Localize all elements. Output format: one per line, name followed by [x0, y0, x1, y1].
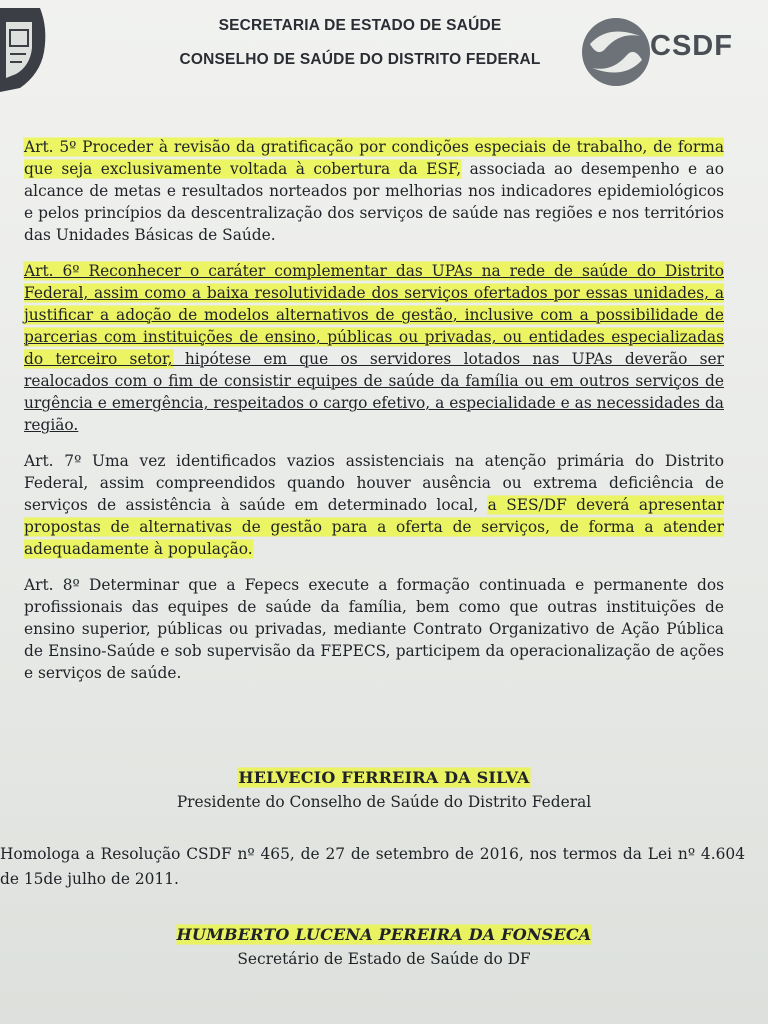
header-conselho: CONSELHO DE SAÚDE DO DISTRITO FEDERAL [179, 51, 541, 68]
article-5-text: associada ao desempenho e ao alcance de metas e resultados norteados por melhorias nos indicadores epidemiológicos e pelos princípios da descentralização dos serviços de saúde nas regiões e nos territórios das Unidades Básicas de Saúde. [24, 160, 724, 244]
article-5-highlighted: Art. 5º Proceder à revisão da gratificação por condições especiais de trabalho, de forma que seja exclusivamente voltada à cobertura da ESF, [24, 138, 724, 178]
signature-president [0, 768, 768, 811]
article-6-underlined: hipótese em que os servidores lotados nas UPAs deverão ser realocados com o fim de consistir equipes de saúde da família ou em outros serviços de urgência e emergência, respeitados o cargo efetivo, a especialidade e as necessidades da região. [24, 350, 725, 434]
article-7-text: Art. 7º Uma vez identificados vazios assistenciais na atenção primária do Distrito Federal, assim compreendidos quando houver ausência ou extrema deficiência de serviços de assistência à saúde em determinado local, [24, 452, 724, 514]
article-5 [24, 136, 724, 246]
signature-secretary-role: Secretário de Estado de Saúde do DF [237, 950, 531, 968]
article-6-highlighted: Art. 6º Reconhecer o caráter complementar das UPAs na rede de saúde do Distrito Federal, assim como a baixa resolutividade dos serviços ofertados por essas unidades, a justificar a adoção de modelos alternativos de gestão, inclusive com a possibilidade de parcerias com instituições de ensino, públicas ou privadas, ou entidades especializadas do terceiro setor, [24, 262, 724, 368]
header-secretaria: SECRETARIA DE ESTADO DE SAÚDE [218, 17, 502, 34]
homologation-text: Homologa a Resolução CSDF nº 465, de 27 de setembro de 2016, nos termos da Lei nº 4.604 de 15de julho de 2011. [0, 845, 745, 888]
article-8-text: Art. 8º Determinar que a Fepecs execute a formação continuada e permanente dos profissionais das equipes de saúde da família, bem como que outras instituições de ensino superior, públicas ou privadas, mediante Contrato Organizativo de Ação Pública de Ensino-Saúde e sob supervisão da FEPECS, participem da operacionalização de ações e serviços de saúde. [24, 576, 724, 682]
csdf-logo-text: CSDF [650, 30, 733, 62]
signature-president-name: HELVECIO FERREIRA DA SILVA [238, 768, 530, 787]
signature-secretary-name: HUMBERTO LUCENA PEREIRA DA FONSECA [176, 925, 592, 944]
signature-secretary [0, 925, 768, 968]
article-7-highlighted: a SES/DF deverá apresentar propostas de alternativas de gestão para a oferta de serviços, de forma a atender adequadamente à população. [24, 496, 724, 558]
article-7 [24, 450, 724, 560]
brasilia-emblem-icon [0, 8, 60, 92]
article-6 [24, 260, 724, 436]
document-body [24, 136, 724, 698]
article-8 [24, 574, 724, 684]
document-header [0, 0, 768, 110]
signature-president-role: Presidente do Conselho de Saúde do Distrito Federal [176, 793, 592, 811]
